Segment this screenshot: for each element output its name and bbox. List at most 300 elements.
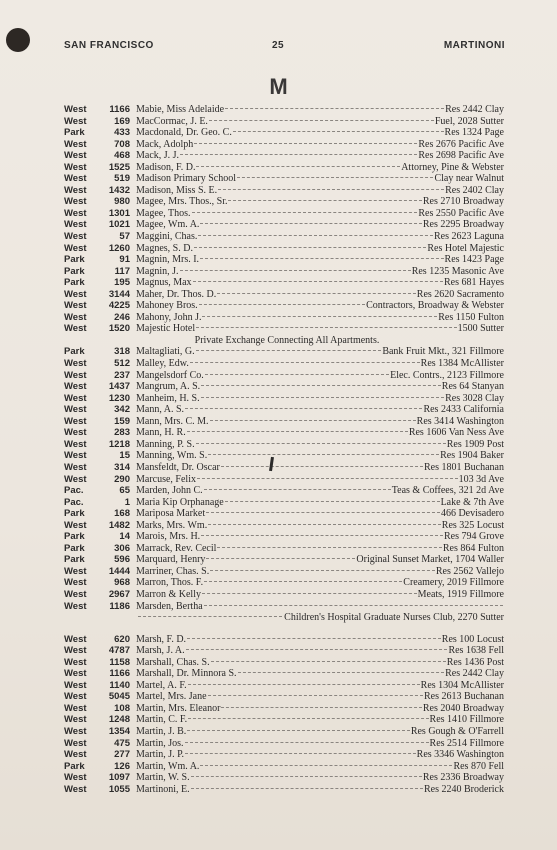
subscriber-address: Res 2402 Clay xyxy=(445,184,504,196)
exchange: Park xyxy=(64,760,85,772)
exchange: West xyxy=(64,519,87,531)
listing-row xyxy=(64,219,504,231)
leader-dots xyxy=(208,524,441,525)
spacer xyxy=(64,624,504,634)
subscriber-name: Martin, W. S. xyxy=(136,772,190,784)
subscriber-name: Magnin, J. xyxy=(136,265,179,277)
leader-dots xyxy=(204,605,503,606)
exchange: Park xyxy=(64,542,85,554)
exchange: West xyxy=(64,427,87,439)
subscriber-name: Malley, Edw. xyxy=(136,358,189,370)
subscriber-name: Marsden, Bertha xyxy=(136,600,203,612)
exchange: West xyxy=(64,242,87,254)
leader-dots xyxy=(210,420,416,421)
subscriber-name: Marsh, J. A. xyxy=(136,645,185,657)
listing-row xyxy=(64,346,504,358)
subscriber-address: Res 1904 Baker xyxy=(440,450,504,462)
leader-dots xyxy=(187,431,408,432)
leader-dots xyxy=(180,270,411,271)
subscriber-name: Marcuse, Felix xyxy=(136,473,196,485)
leader-dots xyxy=(196,327,456,328)
phone-number: 1444 xyxy=(108,565,130,577)
subscriber-address: Res 3414 Washington xyxy=(416,415,504,427)
leader-dots xyxy=(196,443,446,444)
exchange: West xyxy=(64,104,87,115)
listing-row xyxy=(64,554,504,566)
exchange: West xyxy=(64,323,87,335)
subscriber-address: Res 2698 Pacific Ave xyxy=(418,150,504,162)
subscriber-name: Maher, Dr. Thos. D. xyxy=(136,288,217,300)
subscriber-address: 103 3d Ave xyxy=(458,473,504,485)
leader-dots xyxy=(206,558,355,559)
leader-dots xyxy=(191,776,422,777)
phone-number: 65 xyxy=(119,485,130,497)
subscriber-address: Res 2295 Broadway xyxy=(422,219,504,231)
phone-number: 980 xyxy=(114,196,130,208)
exchange: West xyxy=(64,772,87,784)
listing-row xyxy=(64,589,504,601)
leader-dots xyxy=(196,166,400,167)
leader-dots xyxy=(211,661,446,662)
exchange: West xyxy=(64,173,87,185)
subscriber-name: Magee, Mrs. Thos., Sr. xyxy=(136,196,228,208)
leader-dots xyxy=(225,501,440,502)
listing-row xyxy=(64,139,504,151)
subscriber-address: Res 1384 McAllister xyxy=(420,358,504,370)
exchange: West xyxy=(64,737,87,749)
exchange: West xyxy=(64,115,87,127)
listing-row xyxy=(64,485,504,497)
subscriber-name: Mansfeldt, Dr. Oscar xyxy=(136,461,220,473)
phone-number: 1055 xyxy=(108,783,130,795)
leader-dots xyxy=(237,177,433,178)
subscriber-address: 466 Devisadero xyxy=(440,508,504,520)
exchange: West xyxy=(64,633,87,645)
exchange: West xyxy=(64,668,87,680)
exchange: West xyxy=(64,392,87,404)
listing-row xyxy=(64,450,504,462)
exchange: West xyxy=(64,702,87,714)
exchange: West xyxy=(64,565,87,577)
listing-row xyxy=(64,300,504,312)
phone-number: 91 xyxy=(119,254,130,266)
listing-row xyxy=(64,323,504,335)
subscriber-address: Res 2676 Pacific Ave xyxy=(418,138,504,150)
phone-number: 2967 xyxy=(108,588,130,600)
listing-row xyxy=(64,370,504,382)
subscriber-address: Original Sunset Market, 1704 Waller xyxy=(356,554,504,566)
subscriber-name: Marshall, Dr. Minnora S. xyxy=(136,668,237,680)
subscriber-address: Res 1304 McAllister xyxy=(420,679,504,691)
leader-dots xyxy=(188,718,428,719)
exchange: West xyxy=(64,196,87,208)
exchange: West xyxy=(64,138,87,150)
subscriber-address: Res Hotel Majestic xyxy=(427,242,504,254)
exchange: West xyxy=(64,184,87,196)
subscriber-address: Res 1606 Van Ness Ave xyxy=(408,427,504,439)
phone-number: 159 xyxy=(114,415,130,427)
leader-dots xyxy=(210,570,435,571)
exchange: West xyxy=(64,600,87,612)
phone-number: 1520 xyxy=(108,323,130,335)
leader-dots xyxy=(180,154,417,155)
listing-row xyxy=(64,543,504,555)
subscriber-address: Meats, 1919 Fillmore xyxy=(417,588,504,600)
subscriber-name: Mangrum, A. S. xyxy=(136,381,201,393)
exchange: West xyxy=(64,679,87,691)
phone-number: 14 xyxy=(119,531,130,543)
leader-dots xyxy=(201,385,441,386)
subscriber-address: Res 2623 Laguna xyxy=(434,231,504,243)
subscriber-name: Manning, P. S. xyxy=(136,438,195,450)
subscriber-address: Res 2620 Sacramento xyxy=(416,288,504,300)
subscriber-name: Marks, Mrs. Wm. xyxy=(136,519,208,531)
subscriber-name: Magee, Wm. A. xyxy=(136,219,200,231)
exchange: Park xyxy=(64,508,85,520)
leader-dots xyxy=(233,131,444,132)
listing-row xyxy=(64,312,504,324)
listing-row xyxy=(64,645,504,657)
listing-row xyxy=(64,497,504,509)
subscriber-address: Res 1150 Fulton xyxy=(438,311,504,323)
phone-number: 1097 xyxy=(108,772,130,784)
subscriber-address: Res 2562 Vallejo xyxy=(435,565,504,577)
phone-number: 708 xyxy=(114,138,130,150)
subscriber-address: Teas & Coffees, 321 2d Ave xyxy=(391,485,504,497)
leader-dots xyxy=(201,397,445,398)
leader-dots xyxy=(202,316,437,317)
listing-continuation xyxy=(64,612,504,624)
phone-number: 1260 xyxy=(108,242,130,254)
subscriber-name: Mann, Mrs. C. M. xyxy=(136,415,209,427)
listing-row xyxy=(64,381,504,393)
phone-number: 314 xyxy=(114,461,130,473)
subscriber-address: Res 2710 Broadway xyxy=(422,196,504,208)
phone-number: 126 xyxy=(114,760,130,772)
subscriber-address: Bank Fruit Mkt., 321 Fillmore xyxy=(382,346,504,358)
subscriber-name: Marden, John C. xyxy=(136,485,203,497)
listing-row xyxy=(64,104,504,116)
exchange: Pac. xyxy=(64,496,84,508)
exchange: West xyxy=(64,438,87,450)
subscriber-name: Marrack, Rev. Cecil xyxy=(136,542,217,554)
phone-number: 1301 xyxy=(108,207,130,219)
exchange: West xyxy=(64,404,87,416)
listing-row xyxy=(64,520,504,532)
phone-number: 306 xyxy=(114,542,130,554)
section-letter: M xyxy=(269,74,288,99)
leader-dots xyxy=(191,788,423,789)
listing-row xyxy=(64,416,504,428)
listing-row xyxy=(64,691,504,703)
leader-dots xyxy=(209,120,434,121)
exchange: West xyxy=(64,311,87,323)
subscriber-address: Res Gough & O'Farrell xyxy=(410,725,504,737)
phone-number: 1186 xyxy=(109,600,130,612)
subscriber-address: 1500 Sutter xyxy=(457,323,504,335)
header-city: SAN FRANCISCO xyxy=(64,40,154,51)
leader-dots xyxy=(204,581,402,582)
leader-dots xyxy=(186,649,448,650)
leader-dots xyxy=(200,765,452,766)
leader-dots xyxy=(201,535,443,536)
subscriber-name: Mahoney Bros. xyxy=(136,300,198,312)
leader-dots xyxy=(202,593,417,594)
subscriber-address: Res 3346 Washington xyxy=(416,749,504,761)
phone-number: 1021 xyxy=(108,219,130,231)
listing-row xyxy=(64,150,504,162)
exchange: Park xyxy=(64,346,85,358)
listing-row xyxy=(64,462,504,474)
subscriber-address: Res 3028 Clay xyxy=(445,392,504,404)
listing-row xyxy=(64,749,504,761)
leader-dots xyxy=(192,212,418,213)
listing-row xyxy=(64,243,504,255)
subscriber-address: Res 325 Locust xyxy=(441,519,504,531)
exchange: West xyxy=(64,691,87,703)
listing-row xyxy=(64,439,504,451)
listing-row xyxy=(64,714,504,726)
leader-dots xyxy=(188,684,420,685)
listing-row xyxy=(64,266,504,278)
subscriber-name: Martin, J. P. xyxy=(136,749,185,761)
subscriber-address: Res 2433 California xyxy=(423,404,504,416)
phone-number: 1354 xyxy=(108,725,130,737)
listing-row xyxy=(64,127,504,139)
phone-number: 237 xyxy=(114,369,130,381)
phone-number: 169 xyxy=(114,115,130,127)
subscriber-name: Marquard, Henry xyxy=(136,554,206,566)
phone-number: 1166 xyxy=(109,104,130,115)
leader-dots xyxy=(194,247,426,248)
exchange: West xyxy=(64,300,87,312)
subscriber-name: Magnin, Mrs. I. xyxy=(136,254,200,266)
phone-number: 15 xyxy=(119,450,130,462)
exchange: Park xyxy=(64,554,85,566)
exchange: West xyxy=(64,219,87,231)
subscriber-name: Madison Primary School xyxy=(136,173,236,185)
exchange: Park xyxy=(64,127,85,139)
phone-number: 117 xyxy=(114,265,130,277)
exchange: West xyxy=(64,288,87,300)
subscriber-address: Res 100 Locust xyxy=(441,633,504,645)
listing-row xyxy=(64,173,504,185)
subscriber-address: Res 2040 Broadway xyxy=(422,702,504,714)
subscriber-name: Magnes, S. D. xyxy=(136,242,193,254)
phone-number: 1 xyxy=(124,496,130,508)
phone-number: 108 xyxy=(114,702,130,714)
phone-number: 4225 xyxy=(108,300,130,312)
leader-dots xyxy=(206,512,440,513)
phone-number: 1482 xyxy=(108,519,130,531)
subscriber-address: Res 1423 Page xyxy=(444,254,504,266)
subscriber-address: Creamery, 2019 Fillmore xyxy=(403,577,504,589)
leader-dots xyxy=(193,281,443,282)
listing-row xyxy=(64,404,504,416)
phone-number: 1525 xyxy=(108,161,130,173)
listing-row xyxy=(64,231,504,243)
phone-number: 475 xyxy=(114,737,130,749)
listing-row xyxy=(64,116,504,128)
directory-listing xyxy=(64,104,504,795)
leader-dots xyxy=(187,638,441,639)
leader-dots xyxy=(196,350,382,351)
phone-number: 57 xyxy=(119,231,130,243)
subscriber-address: Res 2514 Fillmore xyxy=(429,737,504,749)
phone-number: 168 xyxy=(114,508,130,520)
subscriber-name: Martin, Wm. A. xyxy=(136,760,200,772)
leader-dots xyxy=(200,223,421,224)
subscriber-name: Mabie, Miss Adelaide xyxy=(136,104,225,115)
listing-row xyxy=(64,162,504,174)
phone-number: 968 xyxy=(114,577,130,589)
subscriber-name: Manheim, H. S. xyxy=(136,392,200,404)
subscriber-name: Martin, Mrs. Eleanor xyxy=(136,702,221,714)
phone-number: 342 xyxy=(114,404,130,416)
subscriber-address: Res 870 Fell xyxy=(453,760,504,772)
listing-row xyxy=(64,601,504,613)
subscriber-name: Marron, Thos. F. xyxy=(136,577,204,589)
subscriber-name: Martin, J. B. xyxy=(136,725,187,737)
phone-number: 290 xyxy=(114,473,130,485)
subscriber-name: Mann, A. S. xyxy=(136,404,185,416)
subscriber-name: Mack, Adolph xyxy=(136,138,194,150)
subscriber-name: MacCormac, J. E. xyxy=(136,115,208,127)
subscriber-address: Elec. Contrs., 2123 Fillmore xyxy=(390,369,504,381)
leader-dots xyxy=(205,374,389,375)
subscriber-name: Martel, Mrs. Jane xyxy=(136,691,207,703)
subscriber-name: Martin, C. F. xyxy=(136,714,188,726)
exchange: Pac. xyxy=(64,485,84,497)
listing-row xyxy=(64,208,504,220)
phone-number: 468 xyxy=(114,150,130,162)
listing-row xyxy=(64,393,504,405)
exchange: West xyxy=(64,577,87,589)
leader-dots xyxy=(221,707,421,708)
subscriber-name: Mangelsdorf Co. xyxy=(136,369,204,381)
subscriber-address: Contractors, Broadway & Webster xyxy=(366,300,504,312)
subscriber-name: Macdonald, Dr. Geo. C. xyxy=(136,127,232,139)
phone-number: 1140 xyxy=(109,679,130,691)
listing-row xyxy=(64,196,504,208)
listing-row xyxy=(64,668,504,680)
continuation-text: Children's Hospital Graduate Nurses Club, 2270 Sutter xyxy=(284,612,504,624)
leader-dots xyxy=(204,489,391,490)
subscriber-name: Manning, Wm. S. xyxy=(136,450,208,462)
phone-number: 4787 xyxy=(108,645,130,657)
subscriber-address: Res 2442 Clay xyxy=(445,104,504,115)
exchange: West xyxy=(64,150,87,162)
leader-dots xyxy=(217,293,416,294)
subscriber-name: Martinoni, E. xyxy=(136,783,190,795)
subscriber-name: Maggini, Chas. xyxy=(136,231,198,243)
subscriber-address: Res 1324 Page xyxy=(444,127,504,139)
listing-row xyxy=(64,657,504,669)
exchange: Park xyxy=(64,254,85,266)
subscriber-name: Maltagliati, G. xyxy=(136,346,195,358)
exchange: West xyxy=(64,588,87,600)
subscriber-name: Martin, Jos. xyxy=(136,737,184,749)
leader-dots xyxy=(138,616,282,617)
subscriber-address: Res 2442 Clay xyxy=(445,668,504,680)
subscriber-address: Res 1909 Post xyxy=(446,438,504,450)
phone-number: 1432 xyxy=(108,184,130,196)
listing-row xyxy=(64,738,504,750)
listing-row xyxy=(64,726,504,738)
listing-row xyxy=(64,185,504,197)
phone-number: 1158 xyxy=(109,656,130,668)
listing-row xyxy=(64,289,504,301)
subscriber-name: Mariposa Market xyxy=(136,508,206,520)
leader-dots xyxy=(218,189,444,190)
page-number: 25 xyxy=(272,40,285,51)
exchange: Park xyxy=(64,265,85,277)
exchange: West xyxy=(64,415,87,427)
phone-number: 1437 xyxy=(108,381,130,393)
leader-dots xyxy=(217,547,441,548)
subscriber-name: Marshall, Chas. S. xyxy=(136,656,210,668)
subscriber-name: Marsh, F. D. xyxy=(136,633,187,645)
exchange: West xyxy=(64,381,87,393)
exchange: West xyxy=(64,231,87,243)
subscriber-name: Mack, J. J. xyxy=(136,150,180,162)
exchange: West xyxy=(64,783,87,795)
phone-number: 596 xyxy=(114,554,130,566)
listing-row xyxy=(64,680,504,692)
leader-dots xyxy=(185,408,422,409)
subscriber-name: Martel, A. F. xyxy=(136,679,187,691)
phone-number: 195 xyxy=(114,277,130,289)
subscriber-name: Magee, Thos. xyxy=(136,207,191,219)
subscriber-address: Res 2550 Pacific Ave xyxy=(418,207,504,219)
leader-dots xyxy=(194,143,417,144)
subscriber-address: Res 1436 Post xyxy=(446,656,504,668)
phone-number: 620 xyxy=(114,633,130,645)
exchange: West xyxy=(64,369,87,381)
phone-number: 1218 xyxy=(108,438,130,450)
subscriber-name: Marois, Mrs. H. xyxy=(136,531,201,543)
listing-row xyxy=(64,474,504,486)
subscriber-address: Clay near Walnut xyxy=(434,173,504,185)
subscriber-name: Magnus, Max xyxy=(136,277,192,289)
exchange: West xyxy=(64,450,87,462)
phone-number: 5045 xyxy=(108,691,130,703)
exchange: West xyxy=(64,749,87,761)
phone-number: 277 xyxy=(114,749,130,761)
listing-row xyxy=(64,254,504,266)
exchange: West xyxy=(64,714,87,726)
subscriber-name: Mahony, John J. xyxy=(136,311,202,323)
leader-dots xyxy=(208,454,439,455)
phone-number: 318 xyxy=(114,346,130,358)
listing-row xyxy=(64,577,504,589)
header-last-name: MARTINONI xyxy=(443,40,505,51)
leader-dots xyxy=(187,730,410,731)
exchange: Park xyxy=(64,277,85,289)
phone-number: 3144 xyxy=(108,288,130,300)
phone-number: 1230 xyxy=(108,392,130,404)
phone-number: 1248 xyxy=(108,714,130,726)
subscriber-address: Res 64 Stanyan xyxy=(441,381,504,393)
listing-row xyxy=(64,566,504,578)
exchange: West xyxy=(64,645,87,657)
leader-dots xyxy=(185,742,429,743)
subscriber-address: Res 2240 Broderick xyxy=(424,783,504,795)
exchange: West xyxy=(64,161,87,173)
exchange: West xyxy=(64,656,87,668)
subscriber-name: Maria Kip Orphanage xyxy=(136,496,224,508)
listing-row xyxy=(64,427,504,439)
